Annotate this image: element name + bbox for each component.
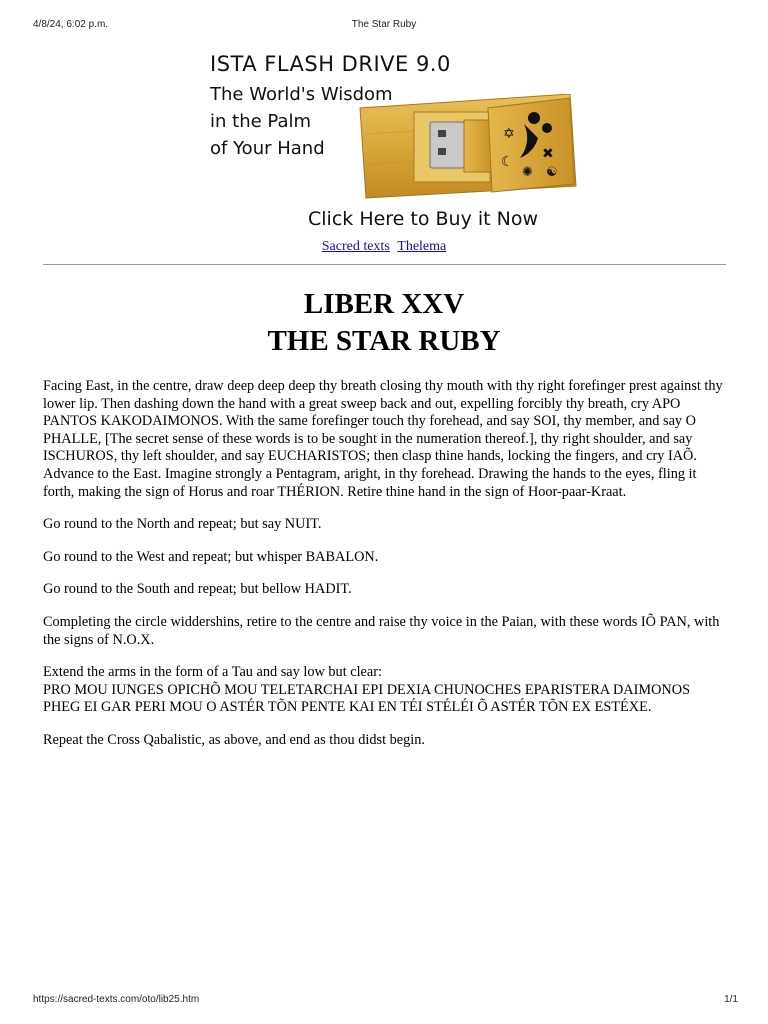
print-header <box>0 19 768 33</box>
paragraph-west: Go round to the West and repeat; but whisper BABALON. <box>43 548 379 565</box>
tau-instruction: Extend the arms in the form of a Tau and say low but clear: <box>43 664 382 681</box>
print-url: https://sacred-texts.com/oto/lib25.htm <box>33 994 200 1005</box>
print-footer <box>0 994 768 1008</box>
print-datetime: 4/8/24, 6:02 p.m. <box>33 19 109 30</box>
ad-tagline-line-1: The World's Wisdom <box>210 84 393 105</box>
paragraph-south: Go round to the South and repeat; but bellow HADIT. <box>43 581 352 598</box>
title-line-star-ruby: THE STAR RUBY <box>267 325 501 357</box>
svg-text:✡: ✡ <box>503 126 515 142</box>
print-page-number: 1/1 <box>724 994 738 1005</box>
paragraph-east: Facing East, in the centre, draw deep deep deep thy breath closing thy mouth with thy right forefinger prest against thy lower lip. Then dashing down the hand with a great sweep back and out, expelling forcibly thy breath, cry APO PANTOS KAKODAIMONOS. With the same forefinger touch thy forehead, and say SOI, thy member, and say O PHALLE, [The secret sense of these words is to be sought in the numeration thereof.], thy right shoulder, and say ISCHUROS, thy left shoulder, and say EUCHARISTOS; then clasp thine hands, locking the fingers, and cry IAÕ. Advance to the East. Imagine strongly a Pentagram, aright, in thy forehead. Drawing the hands to the eyes, fling it forth, making the sign of Horus and roar THÉRION. Retire thine hand in the sign of Hoor-paar-Kraat. <box>43 378 723 500</box>
svg-text:✺: ✺ <box>522 165 533 180</box>
ad-headline: ISTA FLASH DRIVE 9.0 <box>210 52 451 76</box>
print-page-title: The Star Ruby <box>351 19 417 30</box>
tau-invocation: PRO MOU IUNGES OPICHÕ MOU TELETARCHAI EPI DEXIA CHUNOCHES EPARISTERA DAIMONOS PHEG EI GAR PERI MOU O ASTÉR TÕN PENTE KAI EN TÉI STÉLÉI Õ ASTÉR TÕN EX ESTÉXE. <box>43 681 691 716</box>
title-line-liber: LIBER XXV <box>303 288 465 320</box>
breadcrumb-nav <box>0 239 768 255</box>
ad-buy-now-cta: Click Here to Buy it Now <box>308 208 539 230</box>
ritual-text <box>43 378 728 765</box>
horizontal-divider <box>43 264 726 265</box>
paragraph-north: Go round to the North and repeat; but say NUIT. <box>43 516 322 533</box>
svg-text:☾: ☾ <box>501 154 514 170</box>
thelema-link[interactable]: Thelema <box>397 239 447 254</box>
paragraph-tau <box>43 664 728 717</box>
wooden-usb-drive-image <box>356 94 578 204</box>
paragraph-paian: Completing the circle widdershins, retire to the centre and raise thy voice in the Paian, with these words IÕ PAN, with the signs of N.O.X. <box>43 613 720 648</box>
svg-text:✖: ✖ <box>542 146 554 162</box>
flash-drive-ad-banner[interactable] <box>208 48 558 238</box>
page-title <box>0 286 768 360</box>
ad-tagline-line-3: of Your Hand <box>210 138 325 159</box>
sacred-texts-link[interactable]: Sacred texts <box>321 239 390 254</box>
ad-tagline-line-2: in the Palm <box>210 111 312 132</box>
svg-text:☯: ☯ <box>546 165 558 180</box>
paragraph-closing: Repeat the Cross Qabalistic, as above, and end as thou didst begin. <box>43 731 425 748</box>
